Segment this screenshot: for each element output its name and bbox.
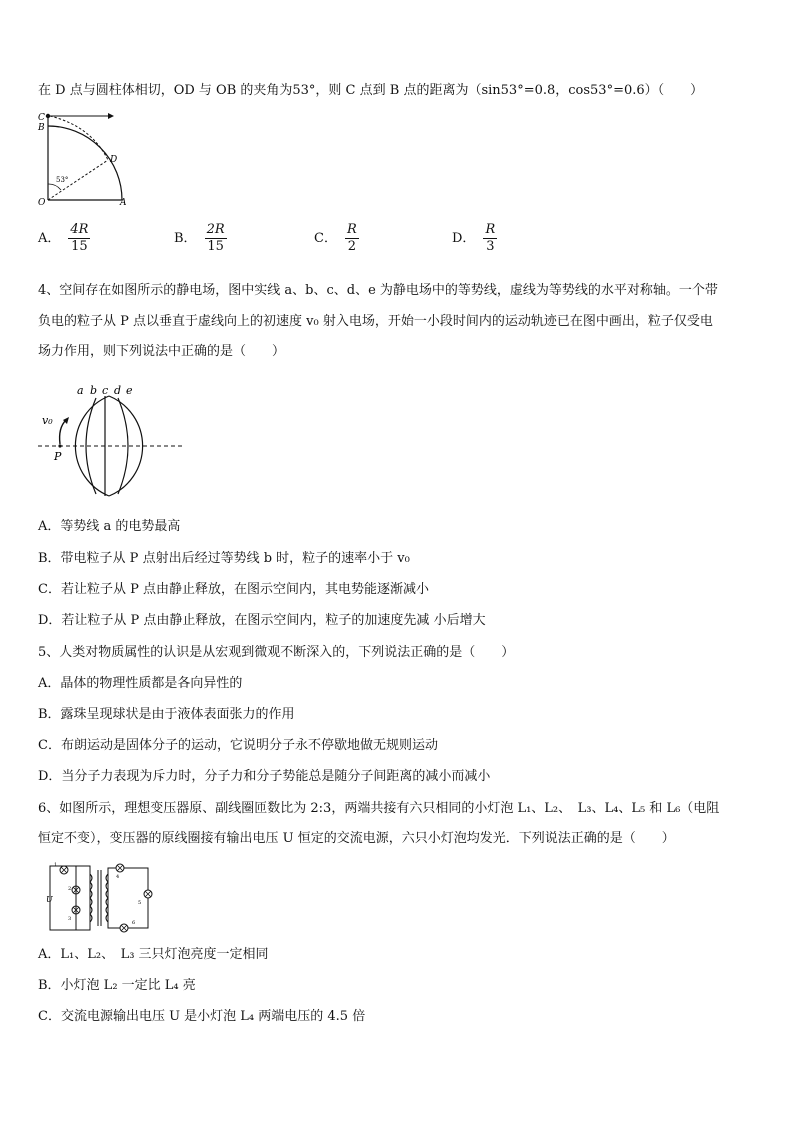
trajectory-curve [60, 420, 66, 444]
q6-stem-line-1: 6、如图所示，理想变压器原、副线圈匝数比为 2:3，两端共接有六只相同的小灯泡 L₁、L₂、 L₃、L₄、L₅ 和 L₆（电阻 [38, 801, 720, 816]
q4-stem-line-2: 负电的粒子从 P 点以垂直于虚线向上的初速度 v₀ 射入电场，开始一小段时间内的运动轨迹已在图中画出，粒子仅受电 [38, 314, 713, 329]
q4-stem-line-1: 4、空间存在如图所示的静电场，图中实线 a、b、c、d、e 为静电场中的等势线，虚线为等势线的水平对称轴。一个带 [38, 283, 718, 298]
q3-option-a: A． $\frac{4R}{15}$ [38, 222, 89, 254]
q3-label-a: A [120, 198, 127, 208]
q6-stem-line-2: 恒定不变），变压器的原线圈接有输出电压 U 恒定的交流电源，六只小灯泡均发光．下列说法正确的是（ ） [38, 831, 675, 846]
q6-label-6: 6 [132, 920, 136, 926]
q4-label-v0: v₀ [42, 414, 53, 427]
q3-label-b: B [38, 123, 45, 133]
q5-option-d: D．当分子力表现为斥力时，分子力和分子势能总是随分子间距离的减小而减小 [38, 769, 491, 784]
q4-figure [34, 380, 184, 502]
q4-label-b: b [90, 384, 98, 397]
q4-label-p: P [54, 450, 62, 463]
q3-option-d: D． $\frac{R}{3}$ [452, 222, 496, 254]
q6-label-5: 5 [138, 900, 142, 906]
q6-label-3: 3 [68, 916, 72, 922]
q3-label-o: O [38, 198, 46, 208]
q4-label-d: d [114, 384, 122, 397]
q4-option-a: A．等势线 a 的电势最高 [38, 519, 181, 534]
q5-option-b: B．露珠呈现球状是由于液体表面张力的作用 [38, 707, 295, 722]
q4-option-c: C．若让粒子从 P 点由静止释放，在图示空间内，其电势能逐渐减小 [38, 582, 429, 597]
q6-label-1: 1 [54, 862, 58, 868]
q3-label-c: C [38, 113, 45, 123]
q3-label-angle: 53° [56, 176, 69, 184]
q6-option-a: A．L₁、L₂、 L₃ 三只灯泡亮度一定相同 [38, 947, 269, 962]
q6-label-u: U [46, 895, 53, 904]
q3-stem: 在 D 点与圆柱体相切，OD 与 OB 的夹角为53°，则 C 点到 B 点的距离为（sin53°=0.8，cos53°=0.6）（ ） [38, 83, 704, 98]
q5-option-a: A．晶体的物理性质都是各向异性的 [38, 676, 243, 691]
q6-label-4: 4 [116, 874, 120, 880]
q5-stem: 5、人类对物质属性的认识是从宏观到微观不断深入的，下列说法正确的是（ ） [38, 645, 515, 660]
q4-option-b: B．带电粒子从 P 点射出后经过等势线 b 时，粒子的速率小于 v₀ [38, 551, 410, 566]
q3-option-b: B． $\frac{2R}{15}$ [174, 222, 225, 254]
q4-label-c: c [102, 384, 109, 397]
q4-option-d: D．若让粒子从 P 点由静止释放，在图示空间内，粒子的加速度先减 小后增大 [38, 613, 486, 628]
q6-option-c: C．交流电源输出电压 U 是小灯泡 L₄ 两端电压的 4.5 倍 [38, 1009, 366, 1024]
q3-label-d: D [110, 155, 118, 165]
q6-circuit-figure [40, 860, 160, 936]
q3-figure [36, 104, 136, 208]
q5-option-c: C．布朗运动是固体分子的运动，它说明分子永不停歇地做无规则运动 [38, 738, 438, 753]
q4-label-e: e [126, 384, 133, 397]
q3-option-c: C． $\frac{R}{2}$ [314, 222, 357, 254]
q6-label-2: 2 [68, 886, 72, 892]
q4-label-a: a [77, 384, 84, 397]
q6-option-b: B．小灯泡 L₂ 一定比 L₄ 亮 [38, 978, 196, 993]
q4-stem-line-3: 场力作用，则下列说法中正确的是（ ） [38, 344, 286, 359]
